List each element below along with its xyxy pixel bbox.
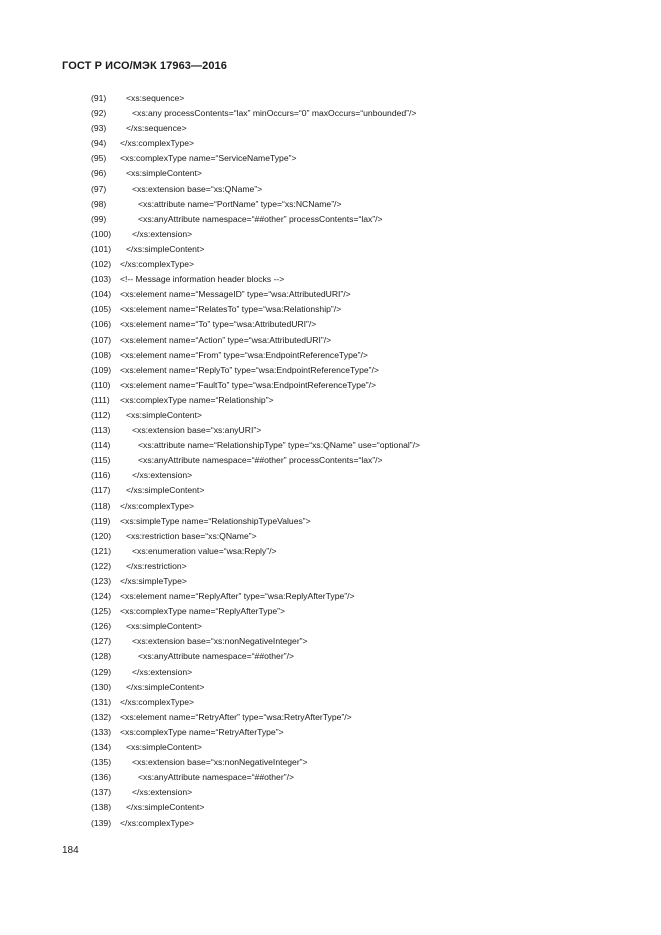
line-code: <xs:element name=“To” type=“wsa:AttributedURI”/>: [120, 319, 317, 330]
line-number: (139): [91, 817, 112, 828]
line-code: </xs:simpleContent>: [126, 485, 205, 496]
line-number: (132): [91, 711, 112, 722]
line-number: (129): [91, 666, 112, 677]
code-line: [0, 559, 661, 574]
line-code: <xs:extension base=“xs:QName”>: [132, 183, 263, 194]
code-line: [0, 317, 661, 332]
line-code: <xs:enumeration value=“wsa:Reply”/>: [132, 545, 277, 556]
code-line: [0, 363, 661, 378]
line-number: (124): [91, 591, 112, 602]
code-line: [0, 468, 661, 483]
line-number: (135): [91, 757, 112, 768]
line-code: <xs:complexType name=“ReplyAfterType”>: [120, 606, 286, 617]
line-number: (114): [91, 440, 111, 451]
line-number: (109): [91, 364, 112, 375]
code-line: [0, 348, 661, 363]
line-code: <xs:element name=“RelatesTo” type=“wsa:Relationship”/>: [120, 304, 342, 315]
code-line: [0, 816, 661, 831]
line-number: (101): [91, 243, 112, 254]
line-code: <xs:element name=“ReplyTo” type=“wsa:EndpointReferenceType”/>: [120, 364, 379, 375]
line-code: </xs:simpleContent>: [126, 243, 205, 254]
code-line: [0, 166, 661, 181]
line-code: </xs:simpleType>: [120, 576, 187, 586]
line-code: </xs:complexType>: [120, 138, 195, 149]
line-code: </xs:simpleContent>: [126, 681, 205, 692]
line-number: (113): [91, 425, 111, 436]
line-code: <xs:simpleType name=“RelationshipTypeValues”>: [120, 515, 311, 526]
line-code: <!-- Message information header blocks -->: [120, 274, 285, 285]
code-line: [0, 287, 661, 302]
line-number: (110): [91, 379, 111, 390]
line-number: (121): [91, 545, 112, 556]
code-line: [0, 151, 661, 166]
line-code: <xs:complexType name=“RetryAfterType”>: [120, 726, 284, 737]
code-line: [0, 302, 661, 317]
line-code: </xs:extension>: [132, 787, 193, 798]
line-number: (112): [91, 409, 111, 420]
code-line: [0, 785, 661, 800]
line-number: (122): [91, 560, 112, 571]
code-line: [0, 755, 661, 770]
line-code: <xs:element name=“From” type=“wsa:EndpointReferenceType”/>: [120, 349, 368, 360]
code-line: [0, 423, 661, 438]
code-line: [0, 740, 661, 755]
line-number: (97): [91, 183, 107, 194]
line-code: <xs:complexType name=“Relationship”>: [120, 394, 274, 405]
line-code: <xs:simpleContent>: [126, 409, 202, 420]
code-line: [0, 272, 661, 287]
line-code: <xs:element name=“Action” type=“wsa:AttributedURI”/>: [120, 334, 332, 345]
line-number: (95): [91, 153, 107, 164]
line-number: (100): [91, 228, 112, 239]
code-line: [0, 619, 661, 634]
code-line: [0, 453, 661, 468]
code-line: [0, 695, 661, 710]
line-number: (117): [91, 485, 111, 496]
code-line: [0, 634, 661, 649]
code-line: [0, 589, 661, 604]
line-code: </xs:complexType>: [120, 817, 195, 828]
line-code: </xs:sequence>: [126, 123, 187, 134]
line-number: (108): [91, 349, 112, 360]
line-number: (126): [91, 621, 112, 632]
line-number: (91): [91, 93, 107, 103]
code-line: [0, 770, 661, 785]
line-code: <xs:attribute name=“RelationshipType” type=“xs:QName” use=“optional”/>: [138, 440, 421, 451]
code-line: [0, 242, 661, 257]
line-number: (123): [91, 576, 112, 586]
code-line: [0, 106, 661, 121]
code-line: [0, 408, 661, 423]
line-code: <xs:element name=“MessageID” type=“wsa:AttributedURI”/>: [120, 289, 351, 300]
line-code: <xs:element name=“FaultTo” type=“wsa:EndpointReferenceType”/>: [120, 379, 377, 390]
line-number: (128): [91, 651, 112, 662]
code-line: [0, 574, 661, 589]
line-code: <xs:attribute name=“PortName” type=“xs:NCName”/>: [138, 198, 342, 209]
code-line: [0, 121, 661, 136]
code-line: [0, 197, 661, 212]
line-number: (125): [91, 606, 112, 617]
line-number: (115): [91, 455, 111, 466]
code-line: [0, 257, 661, 272]
line-code: <xs:simpleContent>: [126, 621, 202, 632]
line-code: </xs:extension>: [132, 666, 193, 677]
line-number: (131): [91, 696, 112, 707]
code-line: [0, 544, 661, 559]
line-number: (94): [91, 138, 107, 149]
line-code: <xs:extension base=“xs:nonNegativeInteger”>: [132, 636, 308, 647]
line-code: <xs:element name=“ReplyAfter” type=“wsa:ReplyAfterType”/>: [120, 591, 355, 602]
code-line: [0, 136, 661, 151]
line-code: <xs:extension base=“xs:nonNegativeInteger”>: [132, 757, 308, 768]
line-number: (137): [91, 787, 112, 798]
line-code: <xs:anyAttribute namespace=“##other” processContents=“lax”/>: [138, 213, 383, 224]
line-number: (116): [91, 470, 111, 481]
code-line: [0, 665, 661, 680]
line-number: (93): [91, 123, 107, 134]
code-line: [0, 529, 661, 544]
code-line: [0, 212, 661, 227]
line-code: <xs:simpleContent>: [126, 742, 202, 753]
line-code: </xs:complexType>: [120, 259, 195, 270]
code-line: [0, 182, 661, 197]
line-number: (96): [91, 168, 107, 179]
line-code: </xs:extension>: [132, 470, 193, 481]
line-code: <xs:sequence>: [126, 93, 185, 103]
line-code: </xs:restriction>: [126, 560, 187, 571]
code-line: [0, 514, 661, 529]
line-code: </xs:simpleContent>: [126, 802, 205, 813]
line-number: (111): [91, 394, 110, 405]
line-number: (120): [91, 530, 112, 541]
line-number: (136): [91, 772, 112, 783]
code-line: [0, 725, 661, 740]
code-line: [0, 649, 661, 664]
line-number: (92): [91, 108, 107, 119]
line-number: (99): [91, 213, 107, 224]
line-code: <xs:anyAttribute namespace=“##other”/>: [138, 651, 294, 662]
line-number: (138): [91, 802, 112, 813]
line-code: <xs:anyAttribute namespace=“##other”/>: [138, 772, 294, 783]
line-number: (130): [91, 681, 112, 692]
line-number: (119): [91, 515, 111, 526]
code-line: [0, 378, 661, 393]
code-line: [0, 680, 661, 695]
code-line: [0, 483, 661, 498]
code-line: [0, 91, 661, 106]
code-line: [0, 604, 661, 619]
code-line: [0, 227, 661, 242]
xml-schema-listing: [0, 91, 661, 831]
line-code: <xs:anyAttribute namespace=“##other” processContents=“lax”/>: [138, 455, 383, 466]
page-header-title: ГОСТ Р ИСО/МЭК 17963—2016: [62, 60, 227, 72]
line-number: (104): [91, 289, 112, 300]
line-number: (134): [91, 742, 112, 753]
line-number: (103): [91, 274, 112, 285]
line-code: <xs:any processContents=“lax” minOccurs=“0” maxOccurs=“unbounded”/>: [132, 108, 417, 119]
line-code: </xs:complexType>: [120, 500, 195, 511]
line-code: </xs:extension>: [132, 228, 193, 239]
line-code: <xs:extension base=“xs:anyURI”>: [132, 425, 262, 436]
line-code: </xs:complexType>: [120, 696, 195, 707]
code-line: [0, 438, 661, 453]
line-number: (118): [91, 500, 111, 511]
line-code: <xs:complexType name=“ServiceNameType”>: [120, 153, 297, 164]
line-code: <xs:element name=“RetryAfter” type=“wsa:RetryAfterType”/>: [120, 711, 352, 722]
code-line: [0, 393, 661, 408]
page-number: 184: [62, 845, 79, 856]
line-number: (102): [91, 259, 112, 270]
line-number: (127): [91, 636, 112, 647]
line-number: (98): [91, 198, 107, 209]
line-number: (105): [91, 304, 112, 315]
line-code: <xs:simpleContent>: [126, 168, 202, 179]
line-number: (107): [91, 334, 112, 345]
code-line: [0, 800, 661, 815]
code-line: [0, 499, 661, 514]
code-line: [0, 333, 661, 348]
code-line: [0, 710, 661, 725]
line-code: <xs:restriction base=“xs:QName”>: [126, 530, 257, 541]
line-number: (106): [91, 319, 112, 330]
line-number: (133): [91, 726, 112, 737]
